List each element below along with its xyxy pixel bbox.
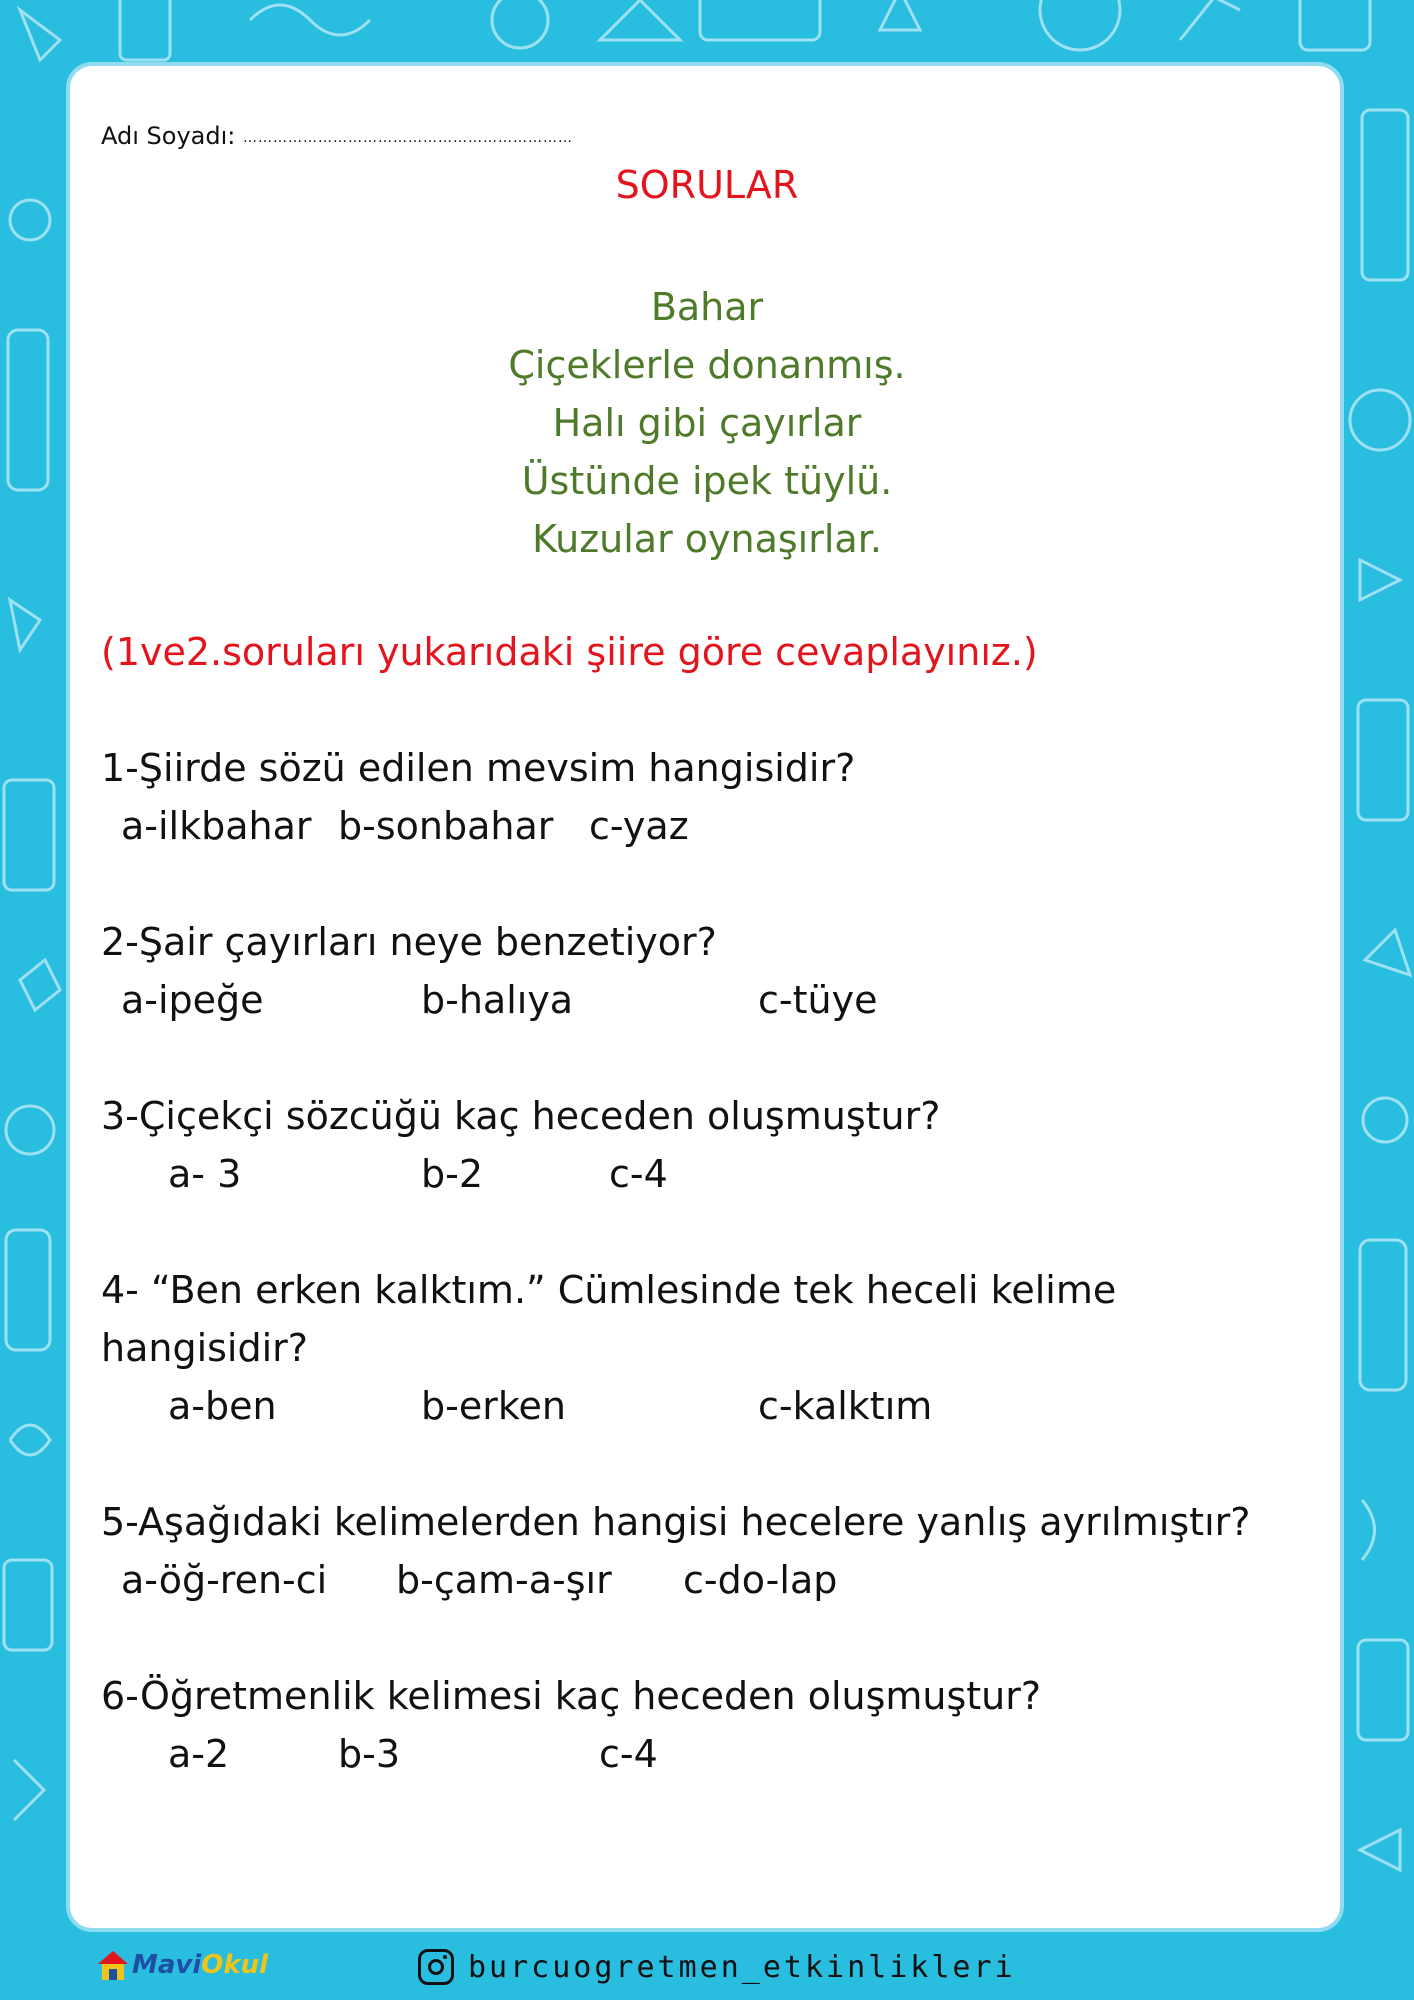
question-1: 1-Şiirde sözü edilen mevsim hangisidir? <box>101 746 856 790</box>
option-5b[interactable]: b-çam-a-şır <box>396 1558 612 1602</box>
poem-line: Çiçeklerle donanmış. <box>508 343 906 387</box>
poem-line: Halı gibi çayırlar <box>552 401 862 445</box>
option-1b[interactable]: b-sonbahar <box>338 804 554 848</box>
option-3a[interactable]: a- 3 <box>168 1152 242 1196</box>
name-field[interactable] <box>101 122 573 150</box>
instagram-credit[interactable] <box>418 1945 1016 1989</box>
option-3c[interactable]: c-4 <box>609 1152 668 1196</box>
option-5a[interactable]: a-öğ-ren-ci <box>121 1558 328 1602</box>
name-label: Adı Soyadı: <box>101 122 236 150</box>
option-6b[interactable]: b-3 <box>338 1732 401 1776</box>
option-6c[interactable]: c-4 <box>599 1732 658 1776</box>
option-6a[interactable]: a-2 <box>168 1732 230 1776</box>
logo-text-mavi: Mavi <box>132 1950 202 1980</box>
house-icon <box>96 1948 130 1982</box>
poem-line: Üstünde ipek tüylü. <box>521 459 893 503</box>
question-2: 2-Şair çayırları neye benzetiyor? <box>101 920 717 964</box>
poem-line: Kuzular oynaşırlar. <box>532 517 882 561</box>
logo-text-okul: Okul <box>201 1950 269 1980</box>
question-4-cont: hangisidir? <box>101 1326 308 1370</box>
poem-line: Bahar <box>650 285 764 329</box>
option-4a[interactable]: a-ben <box>168 1384 277 1428</box>
mavi-okul-logo <box>96 1944 269 1984</box>
option-2a[interactable]: a-ipeğe <box>121 978 264 1022</box>
option-1c[interactable]: c-yaz <box>589 804 689 848</box>
page-title: SORULAR <box>615 163 799 207</box>
poem <box>0 278 1414 568</box>
option-5c[interactable]: c-do-lap <box>683 1558 838 1602</box>
option-1a[interactable]: a-ilkbahar <box>121 804 312 848</box>
instagram-icon <box>418 1949 454 1985</box>
instruction-text: (1ve2.soruları yukarıdaki şiire göre cevaplayınız.) <box>101 630 1038 674</box>
option-2b[interactable]: b-halıya <box>421 978 574 1022</box>
option-4b[interactable]: b-erken <box>421 1384 566 1428</box>
instagram-handle: burcuogretmen_etkinlikleri <box>468 1949 1016 1985</box>
option-3b[interactable]: b-2 <box>421 1152 484 1196</box>
name-dots: ………………………………………………………… <box>242 130 573 146</box>
question-5: 5-Aşağıdaki kelimelerden hangisi hecelere yanlış ayrılmıştır? <box>101 1500 1251 1544</box>
option-2c[interactable]: c-tüye <box>758 978 878 1022</box>
option-4c[interactable]: c-kalktım <box>758 1384 933 1428</box>
logo-text <box>132 1950 268 1980</box>
question-3: 3-Çiçekçi sözcüğü kaç heceden oluşmuştur? <box>101 1094 941 1138</box>
question-6: 6-Öğretmenlik kelimesi kaç heceden oluşmuştur? <box>101 1674 1042 1718</box>
question-4: 4- “Ben erken kalktım.” Cümlesinde tek heceli kelime <box>101 1268 1117 1312</box>
